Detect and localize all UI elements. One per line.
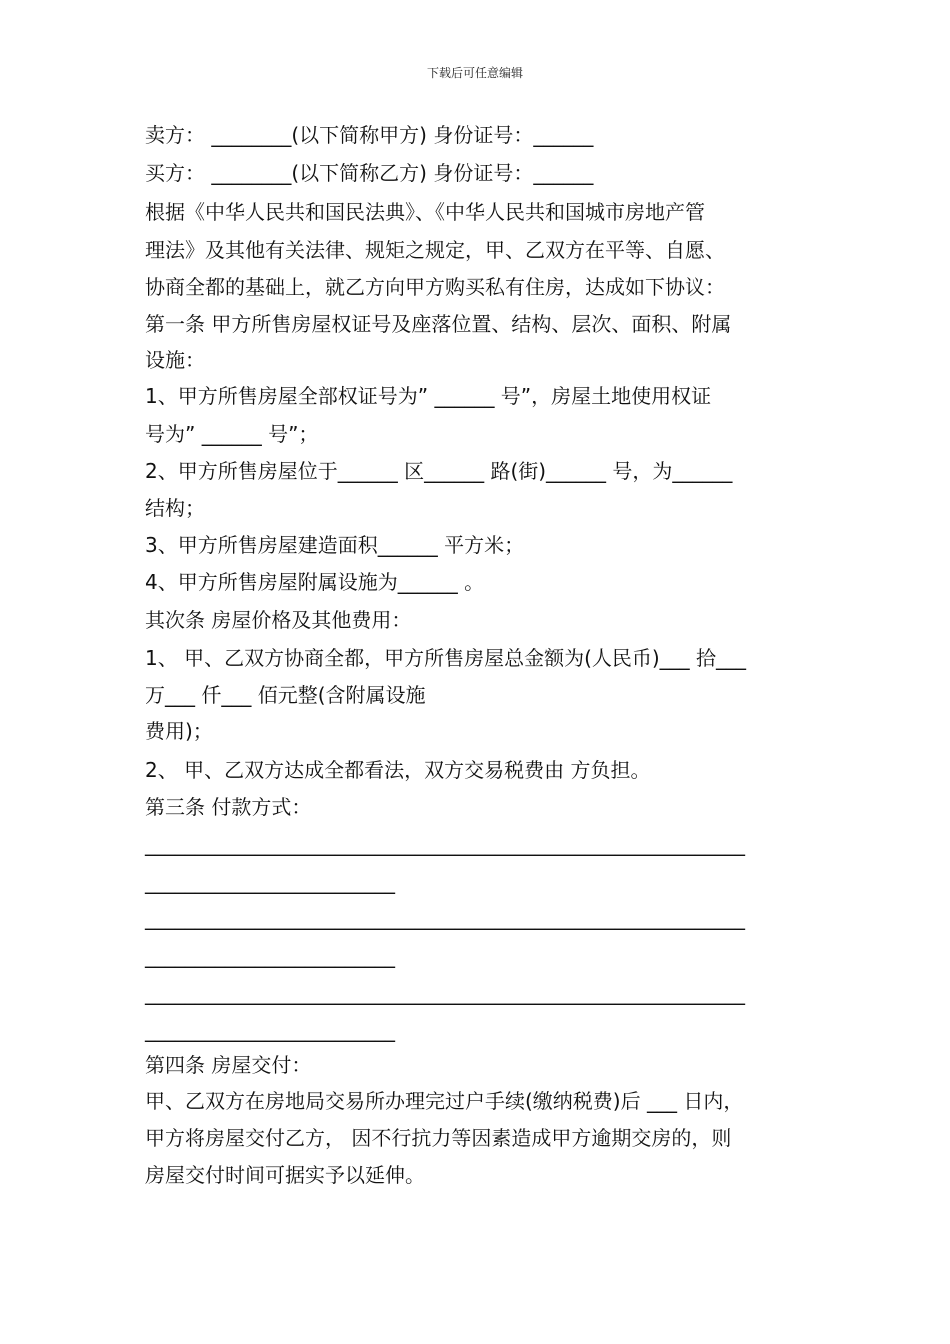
clause-line: 万___ 仟___ 佰元整(含附属设施 — [145, 683, 426, 707]
article-heading: 第一条 甲方所售房屋权证号及座落位置、结构、层次、面积、附属 — [145, 312, 732, 336]
page-header: 下载后可任意编辑 — [426, 66, 523, 80]
seller-line: 卖方： ________(以下简称甲方) 身份证号：______ — [145, 123, 594, 147]
article-heading: 其次条 房屋价格及其他费用： — [145, 608, 412, 632]
clause-line: 4、甲方所售房屋附属设施为______ 。 — [145, 570, 485, 594]
clause-line: 1、甲方所售房屋全部权证号为” ______ 号”，房屋土地使用权证 — [145, 384, 712, 408]
buyer-line: 买方： ________(以下简称乙方) 身份证号：______ — [145, 161, 594, 185]
article-heading: 第四条 房屋交付： — [145, 1053, 312, 1077]
preamble-line: 理法》及其他有关法律、规矩之规定，甲、乙双方在平等、自愿、 — [145, 238, 725, 262]
preamble-line: 协商全都的基础上，就乙方向甲方购买私有住房，达成如下协议： — [145, 275, 725, 299]
clause-line: 甲方将房屋交付乙方， 因不行抗力等因素造成甲方逾期交房的，则 — [145, 1126, 732, 1150]
blank-line: _________________________ — [145, 1018, 395, 1042]
clause-line: 3、甲方所售房屋建造面积______ 平方米； — [145, 533, 525, 557]
article-heading: 第三条 付款方式： — [145, 795, 312, 819]
clause-line: 结构； — [145, 496, 205, 520]
clause-line: 甲、乙双方在房地局交易所办理完过户手续(缴纳税费)后 ___ 日内， — [145, 1089, 744, 1113]
clause-line: 1、 甲、乙双方协商全都，甲方所售房屋总金额为(人民币)___ 拾___ — [145, 646, 747, 670]
clause-line: 2、 甲、乙双方达成全都看法，双方交易税费由 方负担。 — [145, 758, 651, 782]
blank-line: ____________________________________________________________ — [145, 906, 745, 930]
clause-line: 号为” ______ 号”； — [145, 422, 319, 446]
clause-line: 费用)； — [145, 719, 213, 743]
article-heading: 设施： — [145, 348, 205, 372]
clause-line: 2、甲方所售房屋位于______ 区______ 路(街)______ 号，为______ — [145, 459, 733, 483]
clause-line: 房屋交付时间可据实予以延伸。 — [145, 1163, 425, 1187]
preamble-line: 根据《中华人民共和国民法典》、《中华人民共和国城市房地产管 — [145, 200, 705, 224]
blank-line: ____________________________________________________________ — [145, 981, 745, 1005]
blank-line: _________________________ — [145, 944, 395, 968]
blank-line: _________________________ — [145, 870, 395, 894]
blank-line: ____________________________________________________________ — [145, 832, 745, 856]
